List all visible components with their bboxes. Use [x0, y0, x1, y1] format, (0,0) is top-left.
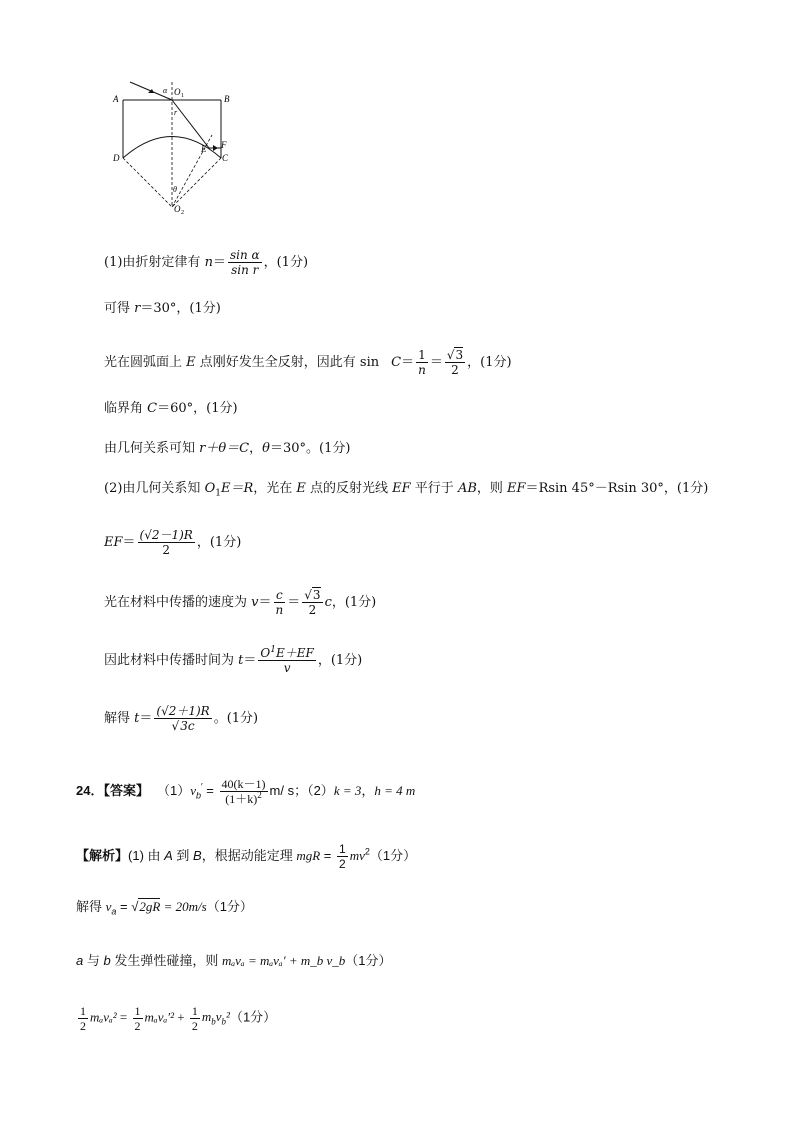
numerator: 1: [339, 842, 346, 856]
analysis-line4: [76, 1004, 276, 1033]
fraction: [220, 777, 268, 806]
denominator: 2: [339, 857, 346, 871]
text: ，光在: [253, 481, 297, 496]
question-number: 24．【答案】: [76, 782, 149, 798]
analysis-tag: 【解析】: [76, 847, 129, 863]
label-d: D: [113, 153, 120, 163]
expression: Rsin 45°－Rsin 30°: [538, 481, 664, 496]
momentum-equation: mₐvₐ = mₐvₐ′ + m_b v_b: [221, 953, 346, 968]
prime: ′: [201, 781, 203, 792]
text: 可得: [104, 301, 135, 316]
part1-line1: [104, 248, 308, 277]
part1-line5: [104, 440, 350, 458]
label-b: B: [224, 94, 230, 104]
var-r: r: [134, 301, 141, 316]
radicand: 3: [455, 348, 464, 362]
label-o1-sub: 1: [181, 93, 184, 99]
var-e: E: [296, 481, 306, 496]
var-ab: AB: [457, 481, 477, 496]
text: (1)由折射定律有: [104, 255, 205, 270]
var-e: E: [186, 355, 196, 370]
score: ，(1分): [467, 355, 512, 370]
part1-line4: [104, 400, 238, 418]
value: ＝60°，(1分): [157, 401, 238, 416]
part2-line5: [104, 704, 258, 733]
text: ，根据动能定理: [201, 847, 297, 863]
text: ，则: [476, 481, 508, 496]
denominator: 2: [162, 543, 171, 557]
text: 解得: [104, 711, 135, 726]
score: ，(1分): [317, 653, 363, 668]
text: 发生弹性碰撞，则: [110, 953, 222, 968]
eq: ＝: [243, 653, 257, 668]
fraction: [138, 528, 195, 557]
sep: ，: [249, 441, 263, 456]
fraction: [228, 248, 262, 277]
var-b: B: [193, 847, 202, 863]
label-e: E: [201, 144, 207, 154]
score: ，(1分): [331, 595, 377, 610]
h-value: h = 4 m: [374, 782, 416, 798]
part2-line2: [104, 528, 241, 557]
eq: ＝: [212, 255, 226, 270]
fraction-c-over-n: [274, 588, 286, 617]
value: = 20m/s: [160, 899, 207, 914]
sup: 2: [364, 846, 370, 857]
eq: ＝: [122, 535, 136, 550]
label-alpha: α: [163, 86, 168, 95]
label-c: C: [222, 153, 229, 163]
optics-diagram: [108, 80, 238, 220]
text: 光在材料中传播的速度为: [104, 595, 252, 610]
fraction-half: [337, 842, 348, 871]
sub: a: [111, 906, 117, 917]
var-c: C: [147, 401, 158, 416]
label-o1: O: [174, 87, 181, 97]
score: （1分）: [369, 847, 417, 863]
eq: ＝: [287, 595, 301, 610]
sep: ，: [361, 782, 375, 798]
score: ，(1分): [263, 255, 309, 270]
eq: =: [202, 782, 218, 798]
var-c: C: [391, 355, 402, 370]
label-r: r: [174, 108, 178, 117]
eq: ＝: [525, 481, 539, 496]
lhs: mgR: [296, 847, 321, 863]
plus: +: [174, 1009, 188, 1025]
eq: ＝: [139, 711, 153, 726]
energy-term-3: $m_bv_b^2$: [201, 1009, 230, 1028]
arrow-head-2: [213, 145, 218, 151]
fraction-root3-over-2: $\frac{√3}{2}$: [304, 588, 321, 617]
score: ，(1分): [663, 481, 709, 496]
text: (2)由几何关系知: [104, 481, 205, 496]
text: 点的反射光线: [305, 481, 393, 496]
part2-line3: [104, 588, 376, 617]
eq: ＝: [258, 595, 272, 610]
text: 临界角: [104, 401, 148, 416]
var-n: n: [204, 255, 213, 270]
numerator: 1: [418, 348, 426, 362]
denominator: 2: [451, 363, 459, 377]
radicand: 3: [312, 588, 321, 602]
var-a: a: [76, 953, 84, 968]
denominator: v: [283, 661, 291, 675]
refracted-ray: [172, 100, 209, 148]
var-theta: θ: [262, 441, 270, 456]
label-o2-sub: 2: [181, 210, 184, 216]
text: 光在圆弧面上: [104, 355, 187, 370]
sup: 1: [270, 645, 276, 655]
score: （1分）: [345, 953, 392, 968]
part2-line1: [104, 480, 708, 498]
radicand: 3c: [180, 719, 195, 733]
eq: =: [116, 899, 132, 914]
fraction: [258, 646, 315, 675]
part1-line3: [104, 348, 512, 377]
value: ＝30°。(1分): [269, 441, 351, 456]
numerator: (√2＋1)R: [156, 704, 210, 718]
sub: b: [195, 790, 201, 801]
denominator: n: [418, 363, 426, 377]
score: （1分）: [229, 1009, 277, 1025]
text: 平行于: [410, 481, 458, 496]
fraction-half: $\frac{1}{2}$: [80, 1004, 86, 1033]
var-v: v: [190, 782, 196, 798]
fraction: $\frac{(√2+1)R}{√3c}$: [156, 704, 210, 733]
rhs: mv: [349, 847, 365, 863]
dashed-c-o2: [172, 158, 221, 207]
text: 解得: [76, 899, 106, 914]
text: 由几何关系可知: [104, 441, 200, 456]
var-ef: EF: [392, 481, 411, 496]
var-o: O: [204, 481, 216, 496]
analysis-line1: [76, 842, 416, 871]
energy-term-2: mₐvₐ′²: [144, 1009, 175, 1025]
energy-term-1: mₐvₐ²: [90, 1009, 117, 1025]
denominator: n: [275, 603, 284, 617]
numerator-rest: E＋EF: [275, 646, 314, 660]
var-c: c: [324, 595, 332, 610]
k-value: k = 3: [333, 782, 362, 798]
label-o2: O: [174, 204, 181, 214]
numerator: c: [276, 588, 283, 602]
var-b: b: [103, 953, 111, 968]
var-v: v: [105, 899, 112, 914]
numerator-o: O: [260, 646, 271, 660]
denominator: (1＋k): [225, 792, 258, 806]
eq: =: [116, 1009, 131, 1025]
text: 点刚好发生全反射，因此有 sin: [195, 355, 380, 370]
dashed-d-o2: [123, 158, 172, 207]
var-t: t: [134, 711, 140, 726]
unit: m/ s: [269, 782, 295, 798]
score: （1分）: [206, 899, 253, 914]
denominator: sin r: [231, 263, 259, 277]
part-label: （1）: [156, 782, 191, 798]
text: 因此材料中传播时间为: [104, 653, 239, 668]
var-ef: EF: [507, 481, 526, 496]
part1-line2: [104, 300, 221, 318]
label-theta: θ: [173, 185, 177, 194]
label-a: A: [113, 94, 119, 104]
part2-line4: [104, 646, 362, 675]
numerator: sin α: [229, 248, 260, 262]
numerator: 40(k－1): [221, 777, 266, 791]
eq: ＝: [401, 355, 415, 370]
text: (1) 由: [128, 847, 165, 863]
fraction-half: $\frac{1}{2}$: [191, 1004, 198, 1033]
analysis-line2: 解得 $v_a = √2gR = 20m/s(1$分）: [76, 899, 253, 917]
denominator: 2: [308, 603, 317, 617]
fraction-root3-over-2: $\frac{√3}{2}$: [446, 348, 464, 377]
var-ef: EF: [104, 535, 123, 550]
text: 与: [83, 953, 104, 968]
eq: =: [320, 847, 336, 863]
text: 到: [172, 847, 194, 863]
fraction-half: $\frac{1}{2}$: [134, 1004, 141, 1033]
analysis-line3: [76, 952, 392, 970]
q24-answer: [76, 777, 415, 806]
score: ，(1分): [196, 535, 242, 550]
sep: ；（2）: [294, 782, 334, 798]
numerator: (√2－1)R: [139, 528, 193, 542]
sub: 1: [215, 488, 221, 499]
var-a: A: [164, 847, 173, 863]
var-v: v: [251, 595, 259, 610]
radicand: 2gR: [139, 899, 161, 914]
eq: ＝: [429, 355, 443, 370]
label-f: F: [221, 140, 227, 150]
expr: E＝R: [220, 481, 254, 496]
score: 。(1分): [213, 711, 259, 726]
var-t: t: [238, 653, 244, 668]
sup: 2: [257, 790, 262, 800]
fraction-1-over-n: [416, 348, 428, 377]
value: ＝30°，(1分): [140, 301, 221, 316]
expression: r＋θ＝C: [199, 441, 250, 456]
